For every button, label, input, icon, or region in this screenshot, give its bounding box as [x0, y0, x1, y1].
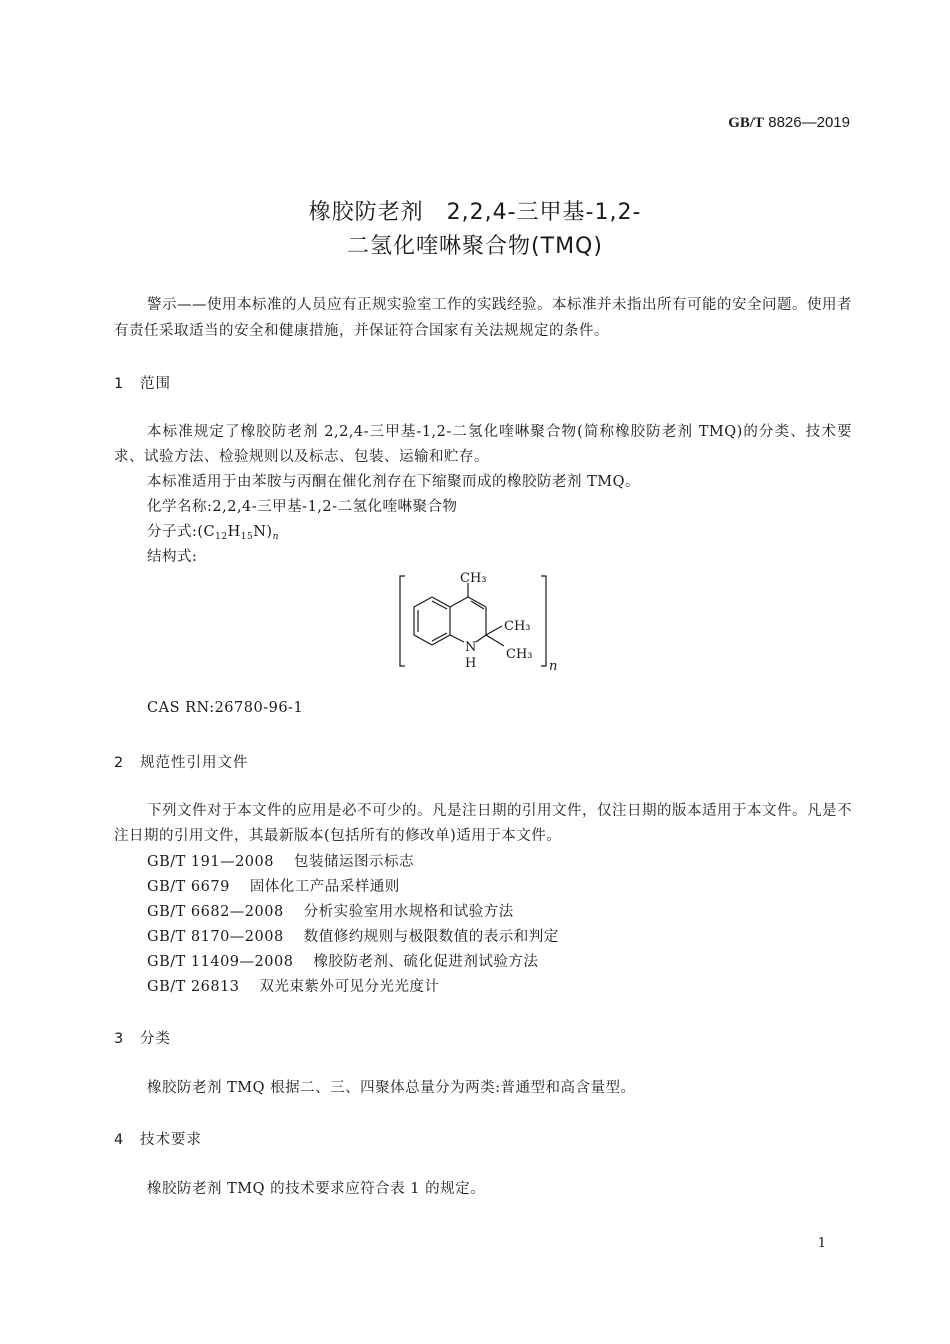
section-title: 规范性引用文件 [140, 755, 249, 771]
reference-item: GB/T 8170—2008 数值修约规则与极限数值的表示和判定 [147, 929, 559, 945]
reference-item: GB/T 26813 双光束紫外可见分光光度计 [147, 979, 440, 995]
hydrogen-atom: H [465, 656, 477, 671]
section-2-heading [114, 751, 249, 772]
molecular-formula: 分子式$:(C_{12}H_{15}N)_n$ [147, 524, 279, 542]
scope-paragraph-2: 本标准适用于由苯胺与丙酮在催化剂存在下缩聚而成的橡胶防老剂 TMQ。 [147, 474, 641, 490]
reference-item: GB/T 191—2008 包装储运图示标志 [147, 854, 414, 870]
section-number: 1 [114, 376, 125, 392]
structural-formula [396, 570, 576, 680]
right-bracket [541, 576, 546, 666]
page-number: 1 [817, 1236, 826, 1251]
warning-paragraph: 警示——使用本标准的人员应有正规实验室工作的实践经验。本标准并未指出所有可能的安全问题。使用者有责任采取适当的安全和健康措施，并保证符合国家有关法规规定的条件。 [114, 297, 852, 339]
title-line-1: 橡胶防老剂 2,2,4-三甲基-1,2- [308, 200, 642, 225]
benzene-ring [414, 597, 450, 645]
document-title [0, 196, 950, 264]
section-1-heading [114, 372, 171, 393]
section-number: 4 [114, 1132, 125, 1148]
references-intro: 下列文件对于本文件的应用是必不可少的。凡是注日期的引用文件，仅注日期的版本适用于本文件。凡是不注日期的引用文件，其最新版本(包括所有的修改单)适用于本文件。 [114, 803, 852, 844]
reference-item: GB/T 11409—2008 橡胶防老剂、硫化促进剂试验方法 [147, 954, 539, 970]
std-prefix: GB/T [728, 115, 765, 131]
structure-label: 结构式: [147, 549, 198, 565]
section-3-heading [114, 1027, 171, 1048]
section-title: 技术要求 [140, 1132, 202, 1148]
title-line-2: 二氢化喹啉聚合物(TMQ) [347, 234, 603, 259]
section-number: 2 [114, 755, 125, 771]
heterocycle-ring [450, 583, 504, 646]
reference-item: GB/T 6679 固体化工产品采样通则 [147, 879, 400, 895]
standard-number [728, 114, 850, 132]
requirements-text: 橡胶防老剂 TMQ 的技术要求应符合表 1 的规定。 [147, 1181, 486, 1197]
left-bracket [400, 576, 405, 666]
ch3-bottom: CH₃ [506, 647, 533, 662]
section-title: 范围 [140, 376, 171, 392]
nitrogen-atom: N [465, 640, 477, 655]
section-number: 3 [114, 1031, 125, 1047]
section-title: 分类 [140, 1031, 171, 1047]
chemical-name: 化学名称:2,2,4-三甲基-1,2-二氢化喹啉聚合物 [147, 499, 458, 515]
cas-number: CAS RN:26780-96-1 [147, 700, 304, 716]
ch3-top: CH₃ [460, 571, 487, 586]
repeat-n: n [549, 659, 558, 674]
reference-item: GB/T 6682—2008 分析实验室用水规格和试验方法 [147, 904, 514, 920]
std-number: 8826—2019 [768, 114, 850, 131]
section-4-heading [114, 1128, 202, 1149]
classification-text: 橡胶防老剂 TMQ 根据二、三、四聚体总量分为两类:普通型和高含量型。 [147, 1080, 636, 1096]
scope-paragraph-1: 本标准规定了橡胶防老剂 2,2,4-三甲基-1,2-二氢化喹啉聚合物(简称橡胶防老剂 TMQ)的分类、技术要求、试验方法、检验规则以及标志、包装、运输和贮存。 [114, 424, 852, 465]
ch3-middle: CH₃ [504, 619, 531, 634]
